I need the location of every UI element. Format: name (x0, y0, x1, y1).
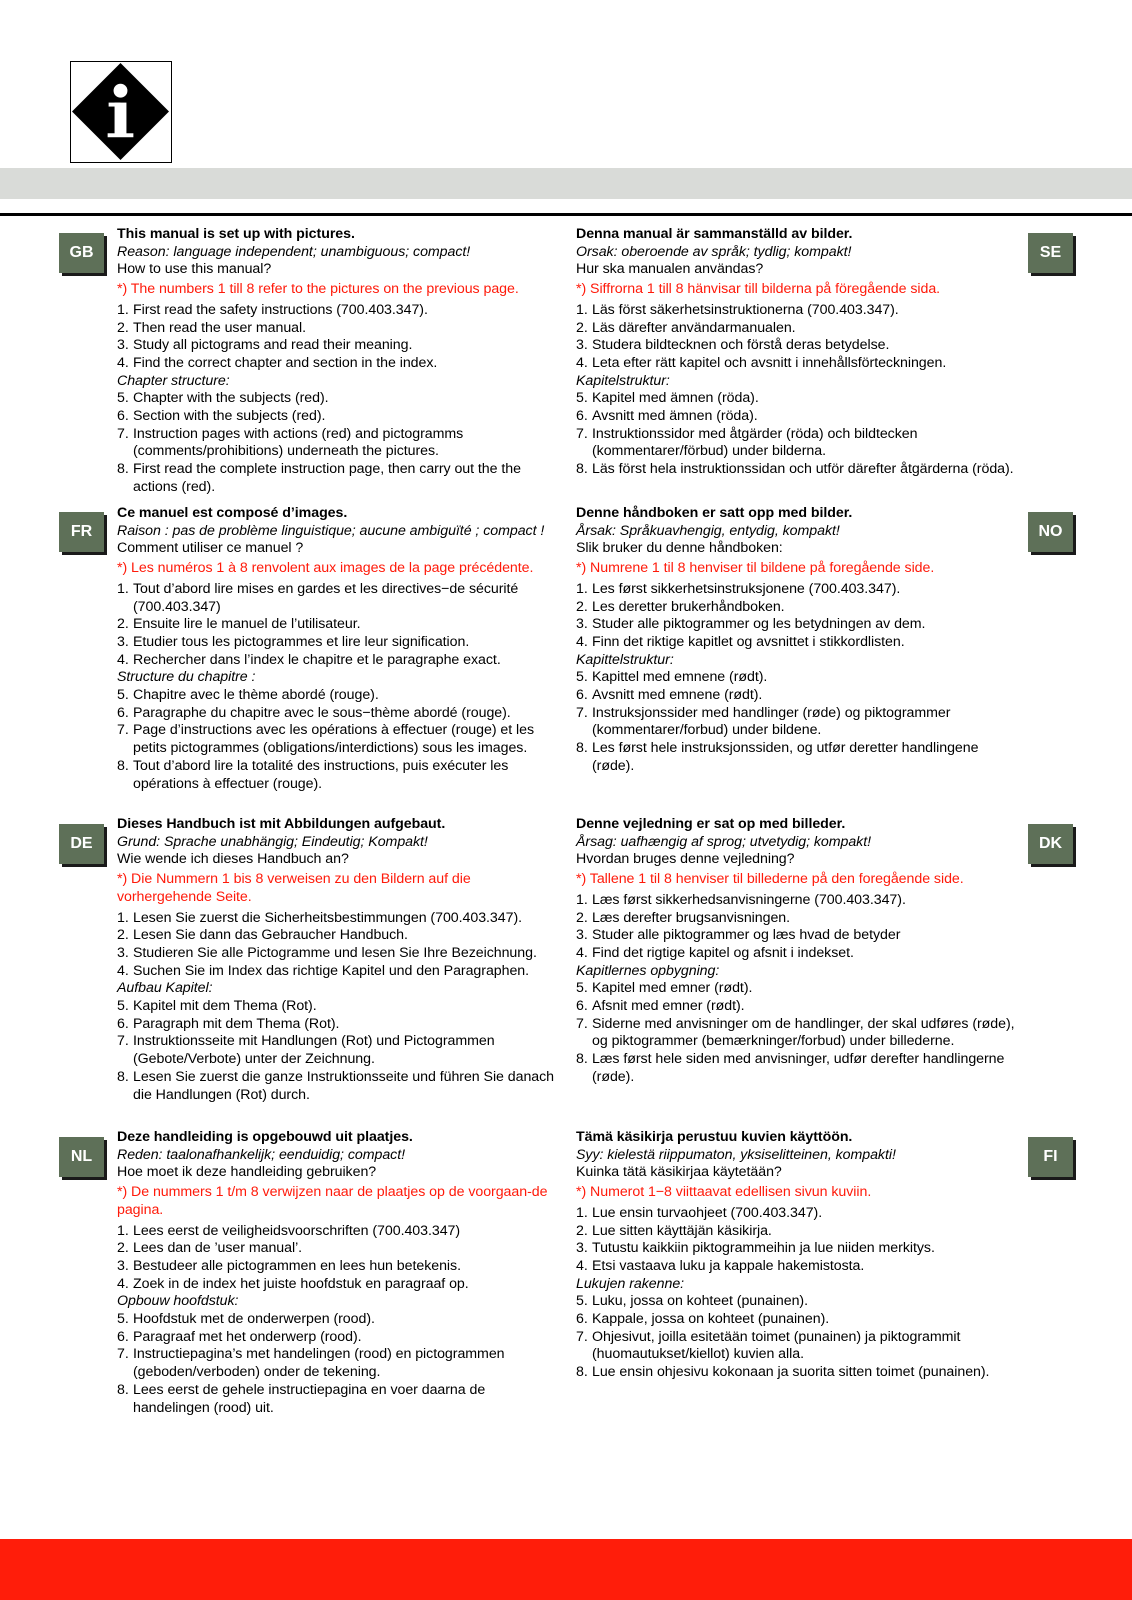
list-item (117, 705, 562, 723)
list-item (117, 1258, 562, 1276)
list-item (576, 980, 1016, 998)
list-item (117, 616, 562, 634)
list-item-text: First read the complete instruction page, then carry out the the actions (red). (133, 461, 521, 495)
section-note: *) Numerot 1−8 viittaavat edellisen sivun kuviin. (576, 1184, 872, 1201)
list-item-text: Tutustu kaikkiin piktogrammeihin ja lue niiden merkitys. (592, 1240, 935, 1257)
information-icon (70, 61, 172, 163)
list-item-number: 1. (117, 1222, 129, 1239)
list-item (576, 669, 1016, 687)
section-reason: Årsag: uafhængig af sprog; utvetydig; kompakt! (576, 833, 872, 850)
list-item-text: Kapitel med ämnen (röda). (592, 390, 759, 407)
list-item-number: 8. (117, 461, 129, 478)
list-item-text: Instruktionsseite mit Handlungen (Rot) und Pictogrammen (Gebote/Verbote) unter der Zeichnung. (133, 1033, 495, 1068)
section-note: *) Die Nummern 1 bis 8 verweisen zu den Bildern auf die vorhergehende Seite. (117, 871, 471, 905)
list-item (576, 1051, 1016, 1086)
list-item-number: 1. (117, 909, 129, 926)
section-note: *) Les numéros 1 à 8 renvolent aux images de la page précédente. (117, 560, 534, 577)
list-item-number: 8. (576, 1364, 588, 1381)
list-item (576, 1258, 1016, 1276)
list-item-number: 7. (576, 425, 588, 442)
language-badge-se: SE (1028, 233, 1073, 273)
section-question: Comment utiliser ce manuel ? (117, 540, 304, 557)
structure-heading: Lukujen rakenne: (576, 1275, 685, 1292)
footer-bar (0, 1539, 1132, 1600)
list-item (576, 616, 1016, 634)
list-item-text: Lue ensin ohjesivu kokonaan ja suorita sitten toimet (punainen). (592, 1364, 990, 1381)
list-item-text: Zoek in de index het juiste hoofdstuk en paragraaf op. (133, 1275, 469, 1292)
step-list (576, 581, 1016, 652)
list-item (117, 963, 562, 981)
list-item-text: Ohjesivut, joilla esitetään toimet (punainen) ja piktogrammit (huomautukset/kiellot) kuvien alla. (592, 1328, 961, 1363)
list-item (117, 1329, 562, 1347)
list-item (576, 687, 1016, 705)
step-list (576, 1205, 1016, 1276)
list-item-text: Afsnit med emner (rødt). (592, 998, 745, 1015)
list-item-number: 4. (117, 1275, 129, 1292)
step-list (576, 302, 1016, 373)
list-item-text: Etudier tous les pictogrammes et lire leur signification. (133, 633, 470, 650)
step-list (117, 581, 562, 670)
list-item (576, 1293, 1016, 1311)
section-question: Wie wende ich dieses Handbuch an? (117, 851, 349, 868)
structure-list (117, 687, 562, 793)
list-item-number: 6. (117, 704, 129, 721)
list-item-number: 7. (117, 425, 129, 442)
list-item-number: 6. (576, 998, 588, 1015)
list-item-number: 4. (117, 962, 129, 979)
section-title: Tämä käsikirja perustuu kuvien käyttöön. (576, 1129, 853, 1145)
section-reason: Reden: taalonafhankelijk; eenduidig; compact! (117, 1146, 405, 1163)
list-item (576, 945, 1016, 963)
list-item-number: 4. (576, 633, 588, 650)
section-question: Hoe moet ik deze handleiding gebruiken? (117, 1164, 377, 1181)
list-item-number: 2. (576, 1222, 588, 1239)
list-item-text: Find det rigtige kapitel og afsnit i indekset. (592, 944, 854, 961)
list-item-text: Instructiepagina’s met handelingen (rood) en pictogrammen (geboden/verboden) onder de tekening. (133, 1346, 505, 1381)
language-badge-de: DE (59, 824, 104, 864)
list-item-text: Lees eerst de veiligheidsvoorschriften (700.403.347) (133, 1222, 461, 1239)
section-note: *) Siffrorna 1 till 8 hänvisar till bilderna på föregående sida. (576, 281, 941, 298)
list-item (117, 652, 562, 670)
list-item (117, 1223, 562, 1241)
list-item (117, 1311, 562, 1329)
list-item (576, 302, 1016, 320)
list-item (576, 998, 1016, 1016)
list-item (576, 1016, 1016, 1051)
list-item (117, 1346, 562, 1381)
step-list (576, 892, 1016, 963)
list-item (576, 705, 1016, 740)
list-item-text: Les først hele instruksjonssiden, og utfør deretter handlingene (røde). (592, 740, 979, 774)
list-item-number: 3. (117, 1257, 129, 1274)
list-item-number: 7. (117, 1033, 129, 1050)
list-item-number: 4. (117, 354, 129, 371)
list-item (117, 302, 562, 320)
list-item (576, 1311, 1016, 1329)
list-item (117, 722, 562, 757)
list-item (576, 461, 1016, 479)
section-title: Dieses Handbuch ist mit Abbildungen aufgebaut. (117, 816, 446, 832)
list-item-text: Tout d’abord lire la totalité des instructions, puis exécuter les opérations à effectuer (rouge). (133, 757, 509, 792)
list-item-text: Paragraph mit dem Thema (Rot). (133, 1015, 340, 1032)
list-item (117, 355, 562, 373)
list-item-text: Läs först hela instruktionssidan och utför därefter åtgärderna (röda). (592, 461, 1014, 478)
list-item-number: 5. (117, 998, 129, 1015)
language-badge-fr: FR (59, 512, 104, 552)
header-band (0, 168, 1132, 199)
list-item-number: 8. (117, 1381, 129, 1398)
list-item-text: Bestudeer alle pictogrammen en lees hun betekenis. (133, 1257, 461, 1274)
list-item-text: Läs därefter användarmanualen. (592, 319, 796, 336)
section-note: *) Numrene 1 til 8 henviser til bildene på foregående side. (576, 560, 935, 577)
structure-list (576, 390, 1016, 479)
section-note: *) Tallene 1 til 8 henviser til billederne på den foregående side. (576, 871, 964, 888)
list-item-text: Paragraaf met het onderwerp (rood). (133, 1328, 362, 1345)
list-item-text: Studera bildtecknen och förstå deras betydelse. (592, 337, 890, 354)
list-item-number: 1. (576, 891, 588, 908)
structure-heading: Opbouw hoofdstuk: (117, 1293, 239, 1310)
list-item-number: 2. (117, 927, 129, 944)
list-item-number: 5. (576, 1293, 588, 1310)
list-item (576, 581, 1016, 599)
section-de (117, 816, 562, 1104)
list-item (576, 1329, 1016, 1364)
list-item (117, 1069, 562, 1104)
language-badge-fi: FI (1028, 1137, 1073, 1177)
language-badge-dk: DK (1028, 824, 1073, 864)
list-item-number: 3. (576, 337, 588, 354)
list-item-number: 1. (576, 1204, 588, 1221)
list-item-text: Section with the subjects (red). (133, 408, 326, 425)
list-item (117, 1276, 562, 1294)
list-item-text: Leta efter rätt kapitel och avsnitt i innehållsförteckningen. (592, 354, 947, 371)
structure-heading: Kapittelstruktur: (576, 651, 674, 668)
list-item-text: Les deretter brukerhåndboken. (592, 598, 785, 615)
structure-list (117, 1311, 562, 1417)
list-item-text: Tout d’abord lire mises en gardes et les directives−de sécurité (700.403.347) (133, 580, 519, 615)
list-item-number: 5. (117, 1311, 129, 1328)
language-badge-no: NO (1028, 512, 1073, 552)
list-item (117, 687, 562, 705)
list-item (576, 1223, 1016, 1241)
structure-heading: Chapter structure: (117, 372, 230, 389)
list-item (117, 1382, 562, 1417)
structure-heading: Kapitelstruktur: (576, 372, 670, 389)
list-item-number: 4. (576, 1257, 588, 1274)
list-item-text: Studer alle piktogrammer og les betydningen av dem. (592, 616, 926, 633)
section-gb (117, 226, 562, 497)
list-item-number: 4. (576, 354, 588, 371)
list-item-number: 2. (117, 616, 129, 633)
list-item-text: Etsi vastaava luku ja kappale hakemistosta. (592, 1257, 865, 1274)
list-item (117, 320, 562, 338)
list-item-text: Lue ensin turvaohjeet (700.403.347). (592, 1204, 823, 1221)
list-item (576, 1205, 1016, 1223)
section-no (576, 505, 1016, 776)
section-fi (576, 1129, 1016, 1382)
list-item-text: Rechercher dans l’index le chapitre et le paragraphe exact. (133, 651, 501, 668)
list-item-text: Instruction pages with actions (red) and pictogramms (comments/prohibitions) underneath the pictures. (133, 425, 464, 460)
section-question: Slik bruker du denne håndboken: (576, 540, 783, 557)
list-item-text: Hoofdstuk met de onderwerpen (rood). (133, 1311, 375, 1328)
section-nl (117, 1129, 562, 1417)
list-item (576, 337, 1016, 355)
list-item (117, 1033, 562, 1068)
list-item-number: 6. (576, 1311, 588, 1328)
list-item (576, 892, 1016, 910)
section-se (576, 226, 1016, 479)
section-title: Denna manual är sammanställd av bilder. (576, 226, 853, 242)
list-item-text: Lesen Sie zuerst die ganze Instruktionsseite und führen Sie danach die Handlungen (Rot) durch. (133, 1068, 555, 1103)
list-item-number: 6. (576, 408, 588, 425)
list-item (576, 1364, 1016, 1382)
structure-list (576, 980, 1016, 1086)
list-item (117, 1016, 562, 1034)
section-dk (576, 816, 1016, 1087)
list-item-number: 6. (576, 687, 588, 704)
list-item-number: 7. (576, 704, 588, 721)
list-item-text: Chapitre avec le thème abordé (rouge). (133, 687, 379, 704)
list-item-number: 2. (117, 319, 129, 336)
section-title: Ce manuel est composé d’images. (117, 505, 348, 521)
list-item-text: Lees eerst de gehele instructiepagina en voer daarna de handelingen (rood) uit. (133, 1381, 486, 1416)
list-item-number: 3. (576, 616, 588, 633)
list-item-text: Les først sikkerhetsinstruksjonene (700.403.347). (592, 580, 901, 597)
list-item-number: 4. (117, 651, 129, 668)
structure-list (117, 998, 562, 1104)
list-item (117, 998, 562, 1016)
list-item-text: Kapitel med emner (rødt). (592, 980, 753, 997)
list-item-number: 6. (117, 408, 129, 425)
structure-heading: Kapitlernes opbygning: (576, 962, 720, 979)
section-reason: Raison : pas de problème linguistique; aucune ambiguïté ; compact ! (117, 522, 545, 539)
list-item-number: 7. (117, 722, 129, 739)
list-item-number: 5. (117, 390, 129, 407)
language-badge-nl: NL (59, 1137, 104, 1177)
list-item-number: 2. (576, 909, 588, 926)
section-title: Denne vejledning er sat op med billeder. (576, 816, 846, 832)
list-item-text: Lees dan de ’user manual’. (133, 1240, 303, 1257)
header-rule (0, 213, 1132, 216)
list-item-text: Lesen Sie dann das Gebraucher Handbuch. (133, 927, 408, 944)
list-item-text: Instruksjonssider med handlinger (røde) og piktogrammer (kommentarer/forbud) under bildene. (592, 704, 951, 739)
list-item (117, 581, 562, 616)
list-item-text: Lue sitten käyttäjän käsikirja. (592, 1222, 772, 1239)
section-question: Kuinka tätä käsikirjaa käytetään? (576, 1164, 782, 1181)
list-item (576, 355, 1016, 373)
list-item (576, 1240, 1016, 1258)
section-fr (117, 505, 562, 793)
section-question: How to use this manual? (117, 261, 272, 278)
list-item-number: 8. (576, 1051, 588, 1068)
list-item-text: Finn det riktige kapitlet og avsnittet i stikkordlisten. (592, 633, 905, 650)
list-item-text: Paragraphe du chapitre avec le sous−thème abordé (rouge). (133, 704, 511, 721)
list-item (576, 740, 1016, 775)
list-item-text: Chapter with the subjects (red). (133, 390, 329, 407)
list-item-text: Studieren Sie alle Pictogramme und lesen Sie Ihre Bezeichnung. (133, 944, 537, 961)
structure-list (117, 390, 562, 496)
list-item-number: 4. (576, 944, 588, 961)
section-reason: Årsak: Språkuavhengig, entydig, kompakt! (576, 522, 840, 539)
list-item-number: 1. (576, 301, 588, 318)
list-item (117, 758, 562, 793)
list-item-text: Then read the user manual. (133, 319, 306, 336)
list-item-text: Ensuite lire le manuel de l’utilisateur. (133, 616, 361, 633)
list-item-number: 1. (117, 301, 129, 318)
step-list (117, 302, 562, 373)
list-item-number: 5. (576, 390, 588, 407)
list-item-text: Studer alle piktogrammer og læs hvad de betyder (592, 927, 901, 944)
list-item-number: 1. (117, 580, 129, 597)
structure-list (576, 669, 1016, 775)
list-item-text: Luku, jossa on kohteet (punainen). (592, 1293, 808, 1310)
list-item-number: 6. (117, 1015, 129, 1032)
list-item (117, 337, 562, 355)
step-list (117, 1223, 562, 1294)
section-note: *) De nummers 1 t/m 8 verwijzen naar de plaatjes op de voorgaan-de pagina. (117, 1184, 548, 1218)
list-item (576, 634, 1016, 652)
list-item-text: Läs först säkerhetsinstruktionerna (700.403.347). (592, 301, 899, 318)
step-list (117, 910, 562, 981)
list-item-number: 3. (117, 337, 129, 354)
list-item (117, 910, 562, 928)
list-item-text: Læs derefter brugsanvisningen. (592, 909, 791, 926)
list-item-number: 8. (576, 461, 588, 478)
list-item (117, 634, 562, 652)
list-item-number: 8. (576, 740, 588, 757)
list-item-number: 2. (576, 319, 588, 336)
list-item (117, 426, 562, 461)
list-item-number: 2. (117, 1240, 129, 1257)
section-reason: Grund: Sprache unabhängig; Eindeutig; Kompakt! (117, 833, 428, 850)
list-item-number: 5. (576, 669, 588, 686)
section-title: Denne håndboken er satt opp med bilder. (576, 505, 853, 521)
list-item-text: First read the safety instructions (700.403.347). (133, 301, 428, 318)
language-badge-gb: GB (59, 233, 104, 273)
list-item-number: 3. (117, 633, 129, 650)
section-reason: Orsak: oberoende av språk; tydlig; kompakt! (576, 243, 852, 260)
list-item (117, 927, 562, 945)
list-item-number: 3. (117, 944, 129, 961)
list-item (576, 426, 1016, 461)
section-reason: Syy: kielestä riippumaton, yksiselitteinen, kompakti! (576, 1146, 896, 1163)
list-item (117, 1240, 562, 1258)
list-item-number: 8. (117, 757, 129, 774)
list-item-text: Kappale, jossa on kohteet (punainen). (592, 1311, 830, 1328)
list-item-number: 3. (576, 1240, 588, 1257)
list-item-number: 7. (576, 1015, 588, 1032)
list-item-text: Lesen Sie zuerst die Sicherheitsbestimmungen (700.403.347). (133, 909, 523, 926)
structure-list (576, 1293, 1016, 1382)
list-item-text: Læs først hele siden med anvisninger, udfør derefter handlingerne (røde). (592, 1051, 1005, 1085)
list-item-number: 2. (576, 598, 588, 615)
list-item-text: Suchen Sie im Index das richtige Kapitel und den Paragraphen. (133, 962, 530, 979)
section-note: *) The numbers 1 till 8 refer to the pictures on the previous page. (117, 281, 519, 298)
list-item-text: Avsnitt med emnene (rødt). (592, 687, 763, 704)
list-item-number: 7. (117, 1346, 129, 1363)
list-item (576, 927, 1016, 945)
list-item-text: Kapitel mit dem Thema (Rot). (133, 998, 317, 1015)
list-item-text: Avsnitt med ämnen (röda). (592, 408, 758, 425)
section-question: Hvordan bruges denne vejledning? (576, 851, 795, 868)
list-item-number: 7. (576, 1328, 588, 1345)
section-title: This manual is set up with pictures. (117, 226, 355, 242)
list-item-number: 3. (576, 927, 588, 944)
structure-heading: Structure du chapitre : (117, 669, 256, 686)
structure-heading: Aufbau Kapitel: (117, 980, 213, 997)
list-item (117, 461, 562, 496)
list-item-text: Find the correct chapter and section in the index. (133, 354, 438, 371)
section-reason: Reason: language independent; unambiguous; compact! (117, 243, 471, 260)
section-question: Hur ska manualen användas? (576, 261, 764, 278)
list-item (576, 320, 1016, 338)
list-item-number: 8. (117, 1068, 129, 1085)
list-item-text: Study all pictograms and read their meaning. (133, 337, 413, 354)
list-item-text: Kapittel med emnene (rødt). (592, 669, 768, 686)
list-item (576, 910, 1016, 928)
section-title: Deze handleiding is opgebouwd uit plaatjes. (117, 1129, 413, 1145)
list-item (117, 390, 562, 408)
list-item-text: Instruktionssidor med åtgärder (röda) och bildtecken (kommentarer/förbud) under bilderna. (592, 425, 918, 460)
list-item (117, 408, 562, 426)
list-item-number: 1. (576, 580, 588, 597)
list-item (576, 408, 1016, 426)
list-item-number: 6. (117, 1328, 129, 1345)
list-item (117, 945, 562, 963)
list-item-number: 5. (576, 980, 588, 997)
list-item-number: 5. (117, 687, 129, 704)
list-item-text: Page d’instructions avec les opérations à effectuer (rouge) et les petits pictogrammes (obligations/interdictions) sous les images. (133, 722, 535, 757)
list-item (576, 599, 1016, 617)
list-item (576, 390, 1016, 408)
list-item-text: Læs først sikkerhedsanvisningerne (700.403.347). (592, 891, 906, 908)
list-item-text: Siderne med anvisninger om de handlinger, der skal udføres (røde), og piktogrammer (bemærkninger/forbud) under billederne. (592, 1015, 1015, 1050)
